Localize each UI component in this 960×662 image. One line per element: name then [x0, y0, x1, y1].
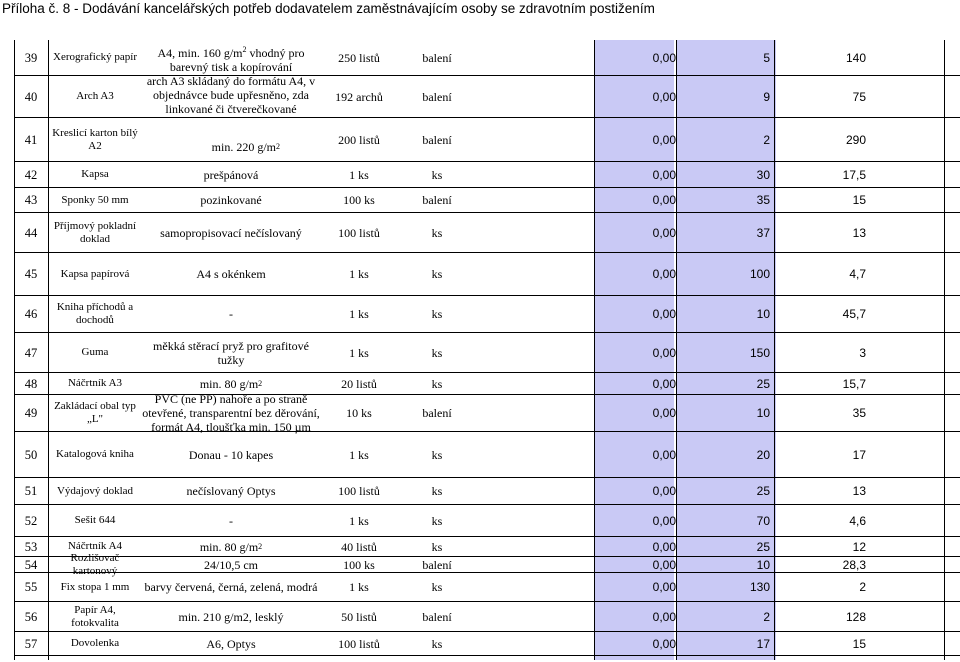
item-number: 57: [24, 636, 38, 651]
unit: balení: [422, 557, 452, 572]
item-name: Arch A3: [76, 90, 114, 102]
item-total: 15: [852, 193, 866, 207]
item-description: -: [229, 513, 233, 528]
unit-price: 0,00: [652, 636, 676, 651]
item-total: 290: [845, 132, 866, 147]
item-number: 42: [24, 167, 38, 182]
item-total: 17,5: [842, 167, 866, 182]
item-name: Kreslicí karton bílý A2: [52, 126, 138, 152]
item-total: 15: [852, 636, 866, 651]
table-row: [14, 333, 960, 373]
item-description: PVC (ne PP) nahoře a po straně otevřené, transparentní bez děrování, formát A4, tloušťka min. 150 µm: [142, 392, 320, 434]
package-quantity: 1 ks: [349, 167, 369, 182]
desc-part: min. 220 g/m: [211, 140, 276, 154]
item-name: Papír A4, fotokvalita: [71, 603, 119, 629]
page-title: Příloha č. 8 - Dodávání kancelářských potřeb dodavatelem zaměstnávajícím osoby se zdravotním postižením: [2, 1, 655, 16]
order-count: 5: [763, 50, 770, 65]
item-number: 45: [24, 267, 38, 281]
order-count: 25: [756, 376, 770, 391]
package-quantity: 1 ks: [349, 447, 369, 462]
order-count: 70: [756, 513, 770, 528]
package-quantity: 100 listů: [338, 636, 380, 651]
unit-price: 0,00: [652, 132, 676, 147]
item-number: 40: [24, 89, 38, 104]
order-count: 37: [756, 225, 770, 240]
row-41-description: min. 220 g/m 2: [211, 140, 280, 154]
package-quantity: 1 ks: [349, 267, 369, 281]
item-description: min. 80 g/m 2: [199, 539, 263, 554]
table-row: [14, 505, 960, 537]
item-total: 12: [852, 539, 866, 554]
item-name: Guma: [81, 346, 109, 358]
item-total: 13: [852, 484, 866, 498]
package-quantity: 100 ks: [343, 557, 375, 572]
unit-price: 0,00: [652, 513, 676, 528]
package-quantity: 1 ks: [349, 345, 369, 360]
item-name: Kniha příchodů a dochodů: [56, 301, 134, 326]
package-quantity: 192 archů: [335, 89, 383, 104]
item-name: Sponky 50 mm: [61, 193, 129, 206]
item-description: prešpánová: [203, 167, 259, 182]
item-number: 53: [24, 539, 38, 554]
package-quantity: 100 listů: [338, 484, 380, 498]
item-name: Xerografický papír: [53, 51, 137, 63]
package-quantity: 1 ks: [349, 307, 369, 321]
item-number: 47: [24, 345, 38, 360]
table-row: [14, 537, 960, 557]
order-count: 130: [749, 580, 770, 594]
item-number: 39: [24, 50, 38, 65]
desc-part: A4, min. 160 g/m: [157, 46, 243, 60]
item-description: A6, Optys: [206, 636, 256, 651]
item-number: 43: [24, 193, 38, 207]
order-count: 25: [756, 539, 770, 554]
unit-price: 0,00: [652, 167, 676, 182]
unit: balení: [422, 89, 452, 104]
package-quantity: 250 listů: [338, 50, 380, 65]
item-number: 55: [24, 580, 38, 594]
table-row: [14, 162, 960, 188]
unit: ks: [431, 580, 443, 594]
order-count: 10: [756, 557, 770, 572]
unit: ks: [431, 167, 443, 182]
table-row: [14, 253, 960, 296]
table-row: [14, 392, 960, 434]
unit: ks: [431, 225, 443, 240]
item-number: 54: [24, 557, 38, 572]
order-count: 25: [756, 484, 770, 498]
item-description: A4 s okénkem: [196, 267, 266, 281]
item-total: 2: [859, 580, 866, 594]
item-name: Dovolenka: [70, 637, 120, 649]
item-total: 13: [852, 225, 866, 240]
package-quantity: 1 ks: [349, 513, 369, 528]
package-quantity: 10 ks: [346, 406, 372, 420]
package-quantity: 50 listů: [341, 609, 377, 624]
item-number: 41: [24, 132, 38, 147]
item-total: 75: [852, 89, 866, 104]
item-name: Náčrtník A3: [67, 377, 123, 389]
item-number: 52: [24, 513, 38, 528]
package-quantity: 100 listů: [338, 225, 380, 240]
item-description: Donau - 10 kapes: [188, 447, 274, 462]
order-count: 150: [749, 345, 770, 360]
table-row: [14, 551, 960, 577]
order-count: 100: [749, 267, 770, 281]
table-row: [14, 573, 960, 602]
item-number: 49: [24, 406, 38, 420]
order-count: 2: [763, 132, 770, 147]
order-count: 17: [756, 636, 770, 651]
unit-price: 0,00: [652, 376, 676, 391]
item-name: Kapsa papírová: [60, 267, 130, 280]
unit: ks: [431, 345, 443, 360]
item-description: min. 80 g/m 2: [199, 376, 263, 391]
item-number: 44: [24, 225, 38, 240]
table-row: [14, 632, 960, 656]
table-row: [14, 602, 960, 632]
item-description: měkká stěrací pryž pro grafitové tužky: [153, 338, 309, 367]
order-count: 10: [756, 406, 770, 420]
item-total: 17: [852, 447, 866, 462]
package-quantity: 40 listů: [341, 539, 377, 554]
item-name: Sešit 644: [74, 514, 116, 526]
unit-price: 0,00: [652, 225, 676, 240]
item-total: 128: [845, 609, 866, 624]
item-total: 28,3: [842, 557, 866, 572]
item-number: 56: [24, 609, 38, 624]
item-description: pozinkované: [200, 193, 262, 207]
item-total: 15,7: [842, 376, 866, 391]
order-count: 9: [763, 89, 770, 104]
unit-price: 0,00: [652, 89, 676, 104]
unit: ks: [431, 376, 443, 391]
package-quantity: 200 listů: [338, 132, 380, 147]
unit: ks: [431, 539, 443, 554]
merged-description: [142, 40, 320, 122]
unit-price: 0,00: [652, 50, 676, 65]
unit-price: 0,00: [652, 406, 676, 420]
unit-price: 0,00: [652, 580, 676, 594]
table-row: [14, 213, 960, 253]
item-name: Katalogová kniha: [56, 448, 134, 460]
unit-price: 0,00: [652, 447, 676, 462]
item-description: samopropisovací nečíslovaný: [160, 225, 302, 240]
superscript: 2: [242, 45, 247, 54]
item-description-text: min. 80 g/m: [199, 376, 259, 391]
unit-price: 0,00: [652, 193, 676, 207]
item-description: min. 210 g/m2, lesklý: [178, 609, 284, 624]
table-row: [14, 296, 960, 333]
order-count: 20: [756, 447, 770, 462]
table-row: [14, 432, 960, 478]
item-number: 50: [24, 447, 38, 462]
item-name: Zakládací obal typ „L": [54, 400, 136, 425]
unit: ks: [431, 447, 443, 462]
order-count: 35: [756, 193, 770, 207]
item-number: 46: [24, 307, 38, 321]
item-name: Fix stopa 1 mm: [60, 580, 130, 593]
item-number: 51: [24, 484, 38, 498]
unit: balení: [422, 609, 452, 624]
item-total: 3: [859, 345, 866, 360]
order-count: 2: [763, 609, 770, 624]
item-description-text: min. 80 g/m: [199, 539, 259, 554]
unit-price: 0,00: [652, 345, 676, 360]
package-quantity: 1 ks: [349, 580, 369, 594]
table-row: [14, 478, 960, 505]
unit: ks: [431, 484, 443, 498]
item-number: 48: [24, 376, 38, 391]
unit: balení: [422, 50, 452, 65]
unit: ks: [431, 513, 443, 528]
unit: ks: [431, 636, 443, 651]
unit: balení: [422, 132, 452, 147]
order-count: 10: [756, 307, 770, 321]
item-description: 24/10,5 cm: [204, 557, 258, 572]
item-name: Kapsa: [81, 168, 109, 180]
item-total: 35: [852, 406, 866, 420]
unit-price: 0,00: [652, 484, 676, 498]
item-description: -: [229, 307, 233, 321]
unit: balení: [422, 406, 452, 420]
unit: ks: [431, 267, 443, 281]
item-description: barvy červená, černá, zelená, modrá: [144, 580, 318, 594]
item-total: 4,7: [849, 267, 866, 281]
order-count: 30: [756, 167, 770, 182]
unit-price: 0,00: [652, 267, 676, 281]
item-name: Rozlišovač kartonový: [70, 551, 120, 577]
unit-price: 0,00: [652, 539, 676, 554]
merged-description-line: arch A3 skládaný do formátu A4, v objednávce bude upřesněno, zda linkované či čtverečkované: [146, 74, 316, 116]
item-total: 45,7: [842, 307, 866, 321]
merged-description-line: [142, 46, 320, 74]
package-quantity: 100 ks: [343, 193, 375, 207]
package-quantity: 20 listů: [341, 376, 377, 391]
unit: ks: [431, 307, 443, 321]
table-row: [14, 188, 960, 213]
item-name: Náčrtník A4: [67, 540, 123, 552]
item-name: Výdajový doklad: [56, 484, 134, 497]
desc-part: vhodný pro barevný tisk a kopírování: [169, 46, 305, 74]
item-total: 4,6: [849, 513, 866, 528]
unit-price: 0,00: [652, 609, 676, 624]
unit-price: 0,00: [652, 557, 676, 572]
item-name: Příjmový pokladní doklad: [53, 219, 137, 245]
item-total: 140: [845, 50, 866, 65]
item-description: nečíslovaný Optys: [186, 484, 276, 498]
unit: balení: [422, 193, 452, 207]
unit-price: 0,00: [652, 307, 676, 321]
